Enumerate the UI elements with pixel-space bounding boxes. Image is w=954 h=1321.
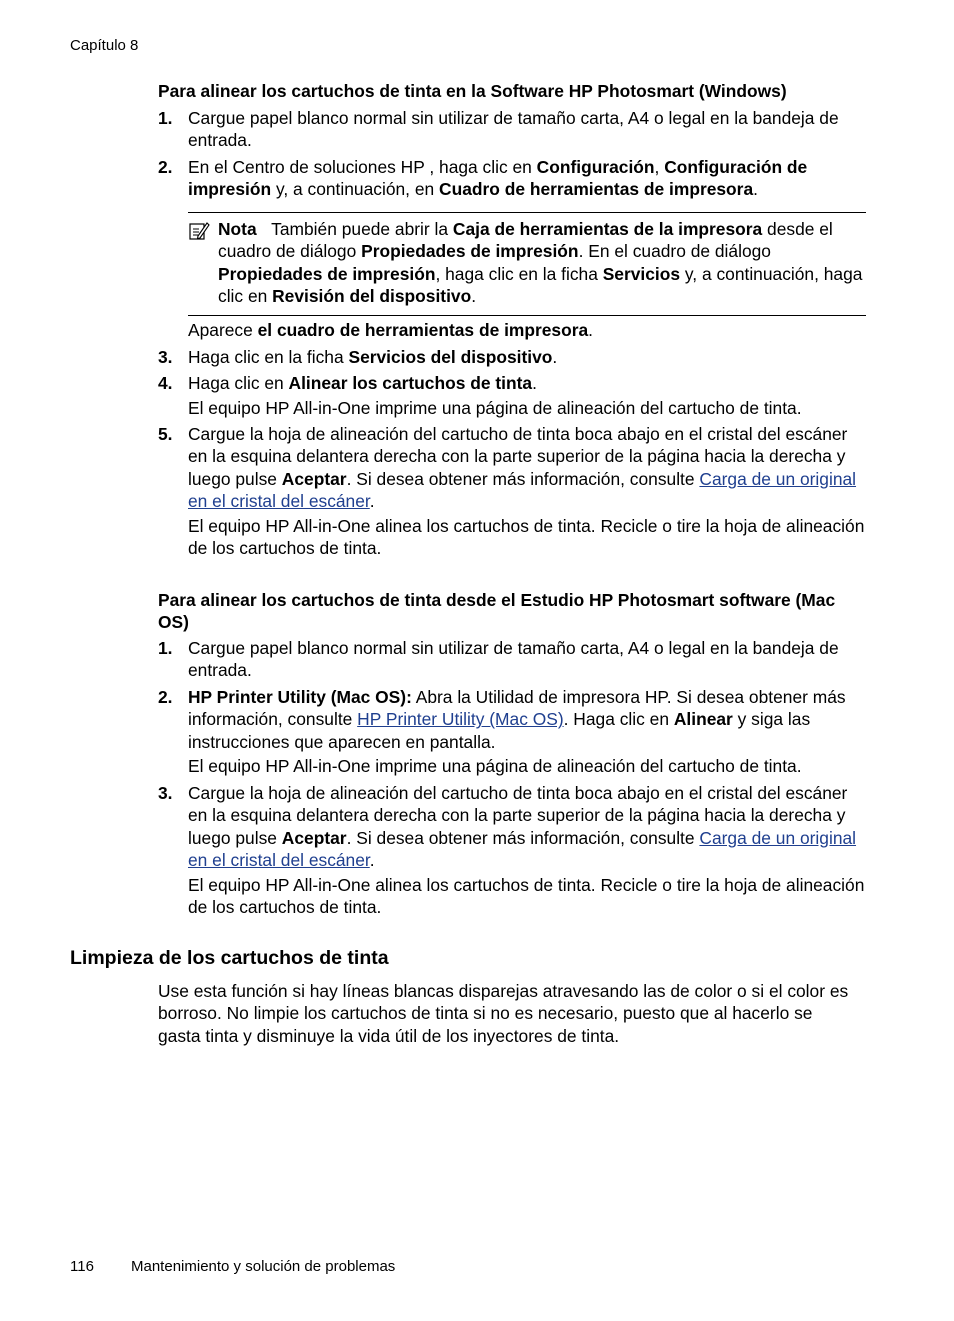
step-result: El equipo HP All-in-One imprime una página de alineación del cartucho de tinta. bbox=[188, 398, 802, 418]
step-number: 3. bbox=[158, 347, 173, 367]
step-number: 2. bbox=[158, 687, 173, 707]
step-number: 1. bbox=[158, 638, 173, 658]
windows-section-heading: Para alinear los cartuchos de tinta en la Software HP Photosmart (Windows) bbox=[158, 81, 787, 101]
cleaning-section-body: Use esta función si hay líneas blancas disparejas atravesando las de color o si el color es borroso. No limpie los cartuchos de tinta si no es necesario, puesto que al hacerlo se gasta tinta y disminuye la vida útil de los inyectores de tinta. bbox=[158, 981, 849, 1046]
note-bottom-rule bbox=[188, 315, 866, 316]
chapter-label: Capítulo 8 bbox=[70, 37, 139, 54]
cleaning-section-title: Limpieza de los cartuchos de tinta bbox=[70, 947, 389, 969]
scanner-glass-link[interactable]: Carga de un original en el cristal del escáner bbox=[188, 468, 857, 512]
step-number: 4. bbox=[158, 373, 173, 393]
step-text: En el Centro de soluciones HP , haga clic en Configuración, Configuración de impresión y, a continuación, en Cuadro de herramientas de impresora. bbox=[188, 157, 808, 200]
step-number: 1. bbox=[158, 108, 173, 128]
step-result: El equipo HP All-in-One alinea los cartuchos de tinta. Recicle o tire la hoja de alineación de los cartuchos de tinta. bbox=[188, 875, 865, 918]
scanner-glass-link[interactable]: Carga de un original en el cristal del escáner bbox=[188, 827, 857, 871]
step-text: Haga clic en Alinear los cartuchos de tinta. bbox=[188, 373, 537, 393]
step-result: El equipo HP All-in-One imprime una página de alineación del cartucho de tinta. bbox=[188, 756, 802, 776]
step-text: Haga clic en la ficha Servicios del dispositivo. bbox=[188, 347, 558, 367]
step-text: Cargue la hoja de alineación del cartucho de tinta boca abajo en el cristal del escáner en la esquina delantera derecha con la parte superior de la página hacia la derecha y luego pulse Aceptar. Si desea obtener más información, consulte Carga de un original en el cristal del escáner. bbox=[188, 783, 857, 871]
step-number: 3. bbox=[158, 783, 173, 803]
step-text: HP Printer Utility (Mac OS): Abra la Utilidad de impresora HP. Si desea obtener más información, consulte HP Printer Utility (Mac OS). Haga clic en Alinear y siga las instrucciones que aparecen en pantalla. bbox=[188, 687, 846, 752]
step-number: 2. bbox=[158, 157, 173, 177]
step-text: Cargue papel blanco normal sin utilizar de tamaño carta, A4 o legal en la bandeja de entrada. bbox=[188, 108, 839, 151]
footer-section-title: Mantenimiento y solución de problemas bbox=[131, 1258, 396, 1275]
step-result: El equipo HP All-in-One alinea los cartuchos de tinta. Recicle o tire la hoja de alineación de los cartuchos de tinta. bbox=[188, 516, 865, 559]
printer-utility-link[interactable]: HP Printer Utility (Mac OS) bbox=[357, 709, 564, 730]
step-number: 5. bbox=[158, 424, 173, 444]
step-text: Cargue papel blanco normal sin utilizar de tamaño carta, A4 o legal en la bandeja de entrada. bbox=[188, 638, 839, 681]
appears-text: Aparece el cuadro de herramientas de impresora. bbox=[188, 320, 594, 340]
note-top-rule bbox=[188, 212, 866, 213]
mac-section-heading: Para alinear los cartuchos de tinta desde el Estudio HP Photosmart software (Mac OS) bbox=[158, 590, 836, 633]
note-text: Nota También puede abrir la Caja de herramientas de la impresora desde el cuadro de diálogo Propiedades de impresión. En el cuadro de diálogo Propiedades de impresión, haga clic en la ficha Servicios y, a continuación, haga clic en Revisión del dispositivo. bbox=[218, 219, 863, 307]
note-label: Nota bbox=[218, 219, 257, 239]
step-text: Cargue la hoja de alineación del cartucho de tinta boca abajo en el cristal del escáner en la esquina delantera derecha con la parte superior de la página hacia la derecha y luego pulse Aceptar. Si desea obtener más información, consulte Carga de un original en el cristal del escáner. bbox=[188, 424, 857, 512]
note-pencil-icon bbox=[188, 220, 210, 242]
page-number: 116 bbox=[70, 1258, 94, 1275]
